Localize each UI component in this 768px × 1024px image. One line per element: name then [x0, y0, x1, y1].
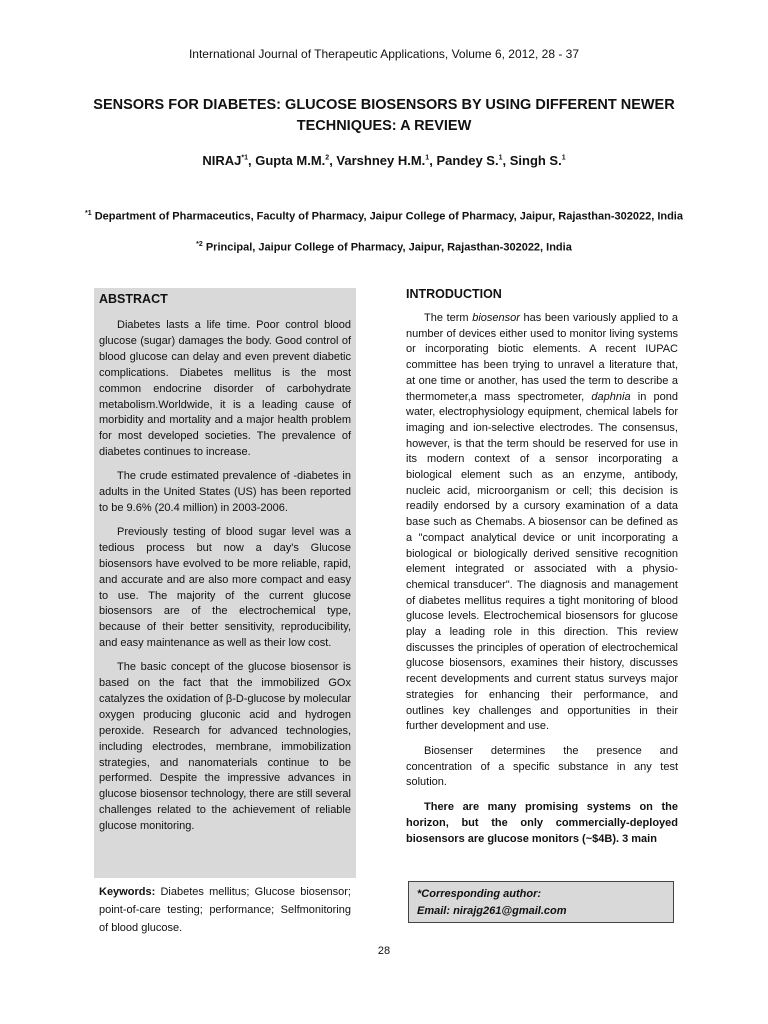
affiliation-sup: *2	[196, 241, 203, 248]
author-name: Pandey S.	[436, 153, 499, 168]
intro-text: has been variously applied to a number of devices either used to monitor living systems or incorporating biotic elements. A recent IUPAC committee has been trying to unravel a literature that, at one time or another, has used the term to describe a thermometer,a mass spectrometer,	[406, 312, 678, 403]
abstract-heading: ABSTRACT	[99, 292, 168, 306]
paper-title: SENSORS FOR DIABETES: GLUCOSE BIOSENSORS BY USING DIFFERENT NEWER TECHNIQUES: A REVIEW	[93, 97, 675, 134]
keywords-label: Keywords:	[99, 886, 156, 898]
affiliation-1	[80, 206, 688, 225]
author-sup: 2	[325, 154, 330, 162]
intro-italic: biosensor	[472, 312, 520, 324]
author-sup: 1	[498, 154, 503, 162]
abstract-paragraph: The basic concept of the glucose biosensor is based on the fact that the immobilized GOx catalyzes the oxidation of β-D-glucose by molecular oxygen producing gluconic acid and hydrogen peroxide. Research for advanced technologies, including electrodes, membrane, immobilization strategies, and nanomaterials continue to be performed. Despite the impressive advances in glucose biosensor technology, there are still several challenges related to the achievement of reliable glucose monitoring.	[99, 661, 351, 833]
corresponding-label: *Corresponding author:	[417, 888, 542, 900]
author-list: NIRAJ$^{*1}$, Gupta M.M.$^2$, Varshney H.M.$^1$, Pandey S.$^1$, Singh S.$^1$	[202, 153, 566, 168]
abstract-box	[94, 288, 356, 878]
author-name: Varshney H.M.	[336, 153, 426, 168]
author-sup: *1	[241, 154, 248, 162]
author-sup: 1	[561, 154, 566, 162]
introduction-section	[406, 287, 678, 856]
keywords-text: Diabetes mellitus; Glucose biosensor; point-of-care testing; performance; Selfmonitoring of blood glucose.	[99, 886, 351, 934]
page-number: 28	[377, 945, 391, 957]
author-name: Gupta M.M.	[255, 153, 326, 168]
intro-text: The term	[424, 312, 473, 324]
author-sup: 1	[425, 154, 430, 162]
corresponding-author-box	[408, 881, 674, 923]
journal-header: International Journal of Therapeutic Applications, Volume 6, 2012, 28 - 37	[188, 47, 580, 61]
affiliation-sup: *1	[85, 210, 92, 217]
abstract-paragraph: Diabetes lasts a life time. Poor control blood glucose (sugar) damages the body. Good control of blood glucose can delay and even prevent diabetic complications. Diabetes mellitus is the most common endocrine disorder of carbohydrate metabolism.Worldwide, it is a leading cause of morbidity and mortality and a major health problem for most developed societies. The prevalence of diabetes continues to increase.	[99, 319, 351, 459]
abstract-paragraph: The crude estimated prevalence of -diabetes in adults in the United States (US) has been reported to be 9.6% (20.4 million) in 2003-2006.	[99, 470, 351, 514]
affiliation-text: Principal, Jaipur College of Pharmacy, Jaipur, Rajasthan-302022, India	[205, 241, 572, 254]
keywords	[99, 883, 351, 937]
introduction-heading: INTRODUCTION	[406, 287, 502, 301]
author-name: Singh S.	[509, 153, 562, 168]
introduction-paragraph: There are many promising systems on the horizon, but the only commercially-deployed biosensors are glucose monitors (~$4B). 3 main	[406, 801, 678, 845]
introduction-paragraph: Biosenser determines the presence and concentration of a specific substance in any test solution.	[406, 744, 678, 789]
intro-text: in pond water, electrophysiology equipment, chemical labels for imaging and ion-selective electrodes. The consensus, however, is that the term should be reserved for use in its modern context of a sensor incorporating a biological element such as an enzyme, antibody, nucleic acid, microorganism or cell; this decision is readily endorsed by a cursory examination of a data base such as Chemabs. A biosensor can be defined as a "compact analytical device or unit incorporating a biological or biologically derived sensitive recognition element integrated or associated with a physio-chemical transducer". The diagnosis and management of diabetes mellitus requires a tight monitoring of blood glucose levels. Electrochemical biosensors for glucose play a leading role in this direction. This review discusses the principles of operation of electrochemical glucose biosensors, examines their history, discusses recent developments and current status surveys major strategies for enhancing their performance, and outlines key challenges and opportunities in their further development and use.	[406, 390, 678, 733]
affiliation-text: Department of Pharmaceutics, Faculty of Pharmacy, Jaipur College of Pharmacy, Jaipur, Rajasthan-302022, India	[94, 210, 683, 223]
introduction-paragraph	[406, 311, 678, 735]
corresponding-email: Email: nirajg261@gmail.com	[417, 905, 567, 917]
author-name: NIRAJ	[202, 153, 242, 168]
abstract-paragraph: Previously testing of blood sugar level was a tedious process but now a day's Glucose biosensors have evolved to be more reliable, rapid, and accurate and are also more compact and easy to use. The majority of the current glucose biosensors are of the electrochemical type, because of their better sensitivity, reproducibility, and easy maintenance as well as their low cost.	[99, 525, 351, 650]
intro-italic: daphnia	[591, 390, 631, 403]
affiliation-2	[80, 237, 688, 256]
